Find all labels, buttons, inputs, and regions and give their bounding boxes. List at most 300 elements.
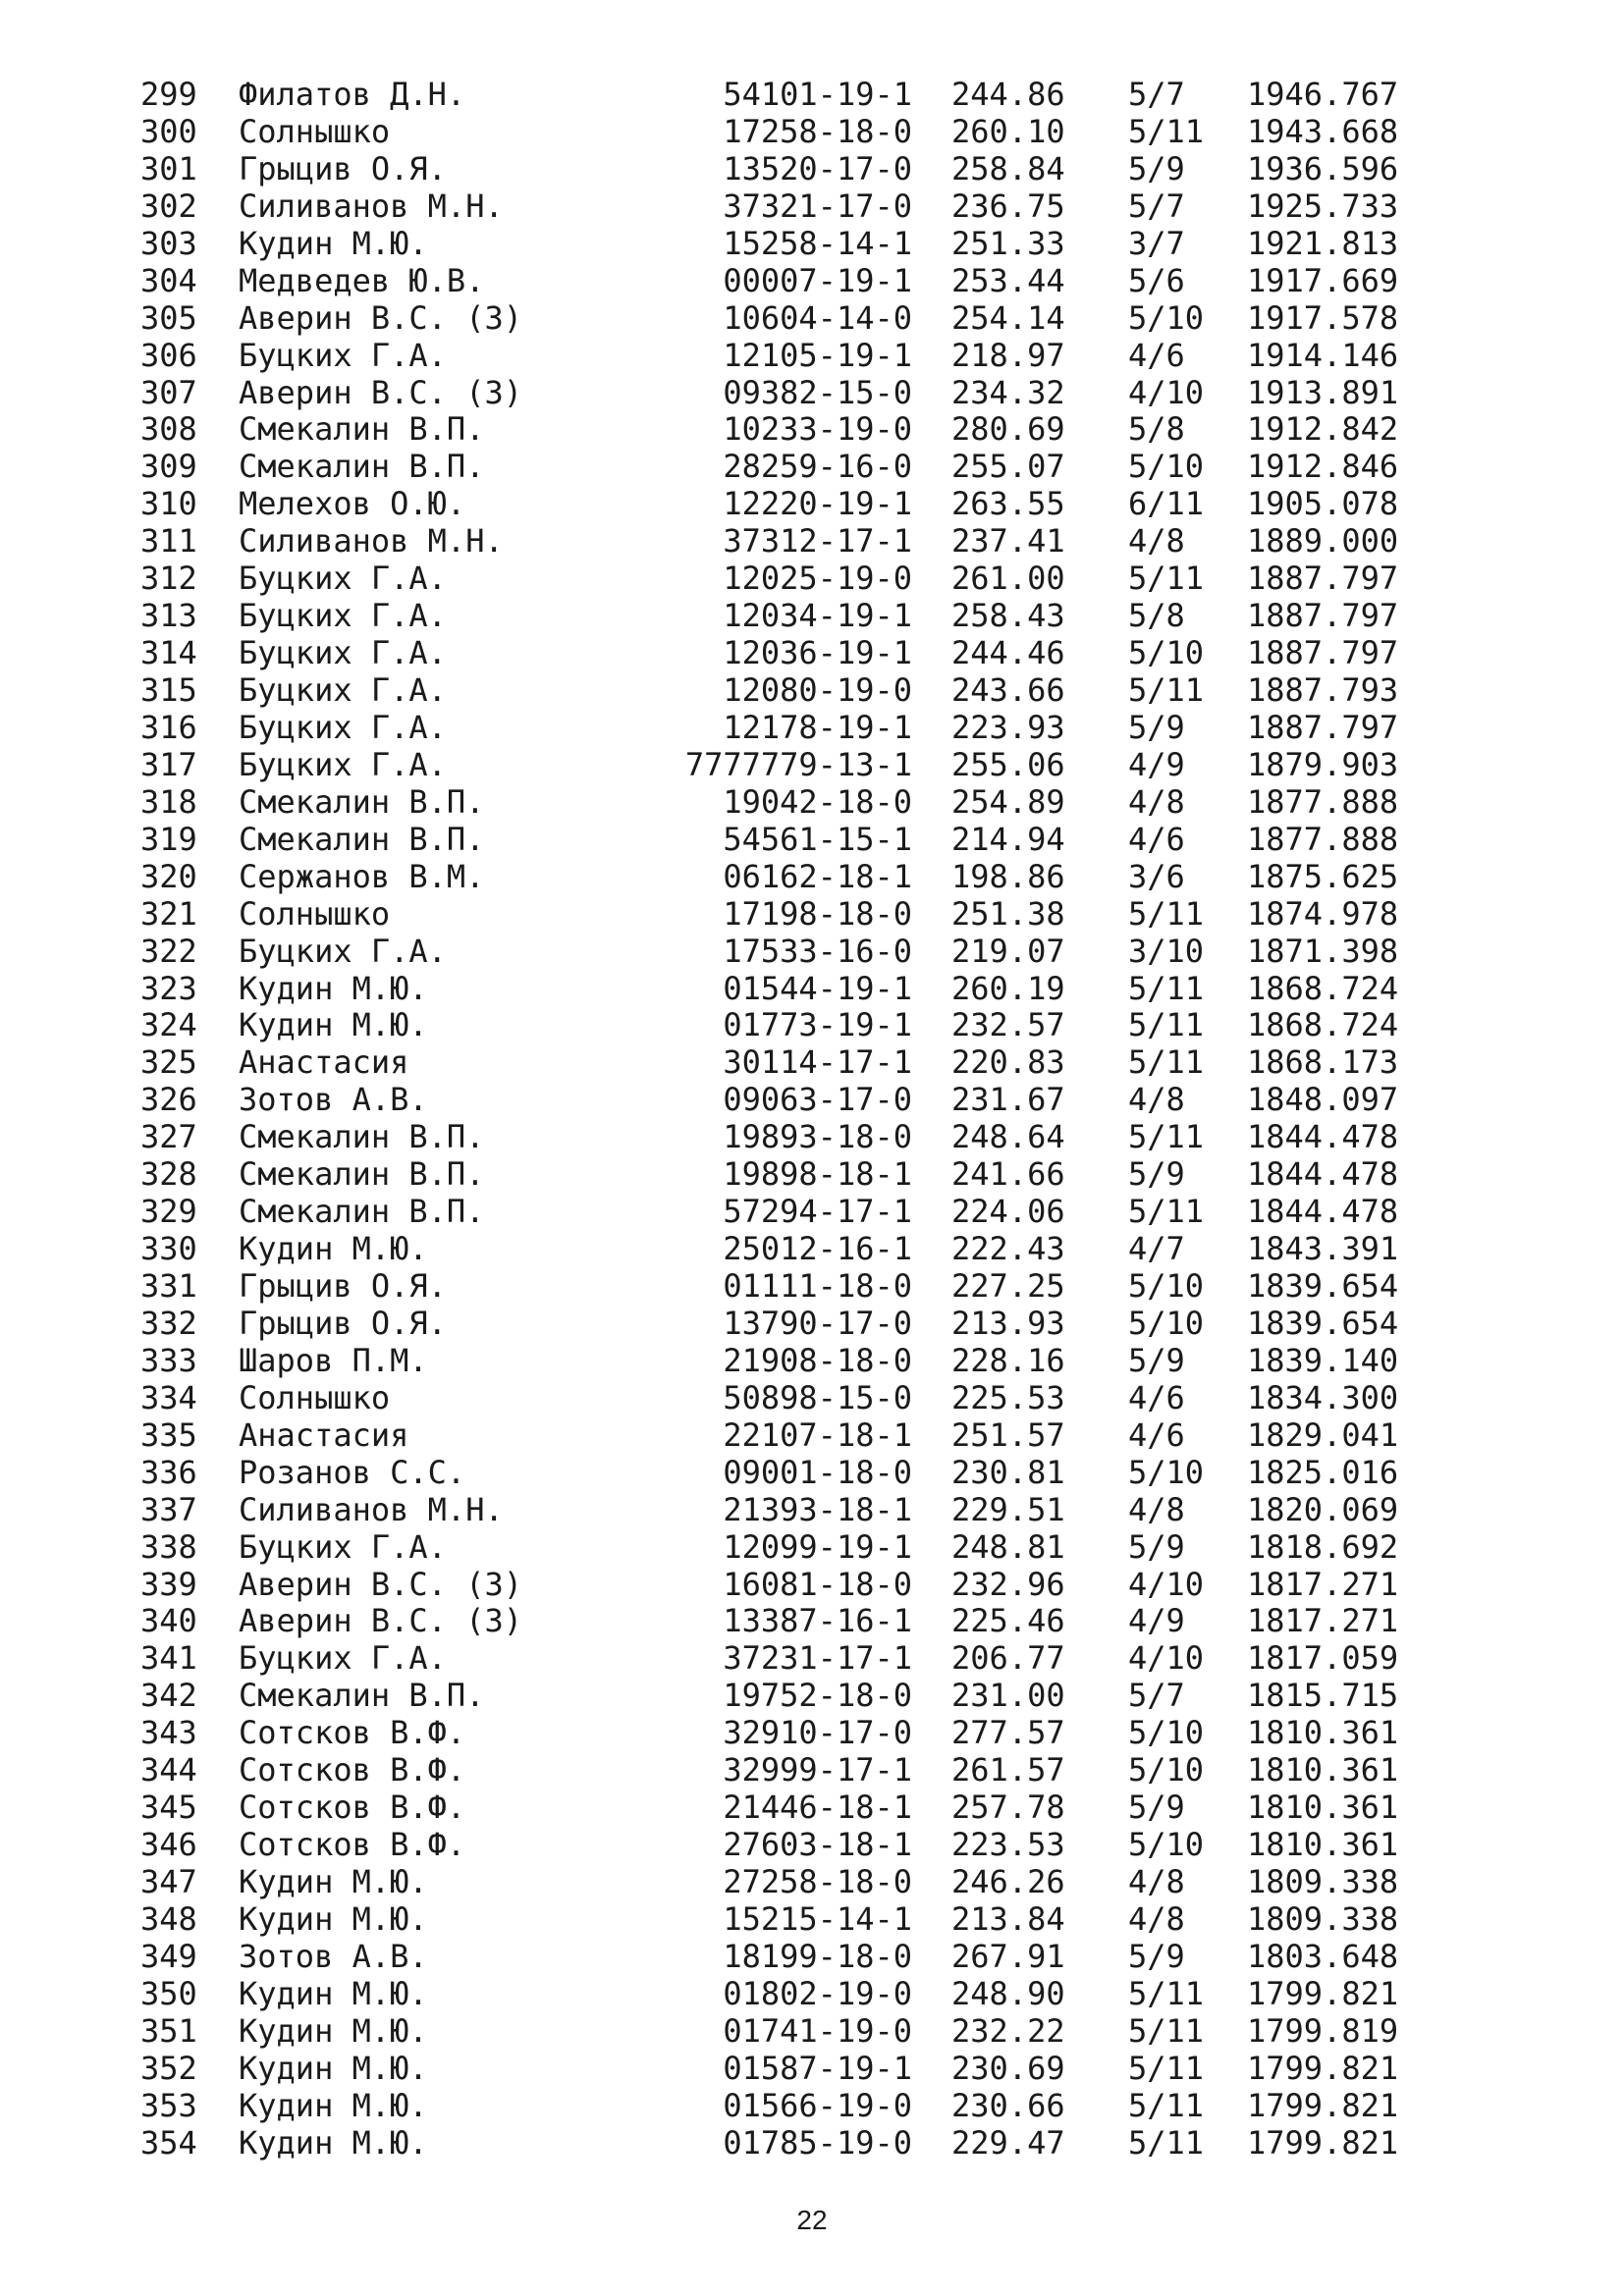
row-number: 330	[140, 1230, 197, 1268]
result-fraction: 5/11	[1128, 2123, 1205, 2162]
result-fraction: 5/11	[1128, 2011, 1205, 2050]
distance-value: 248.64	[951, 1118, 1065, 1156]
distance-value: 230.66	[951, 2086, 1065, 2124]
table-row	[0, 1939, 1624, 1976]
result-fraction: 4/8	[1128, 1490, 1185, 1528]
score-value: 1817.271	[1247, 1602, 1399, 1640]
owner-name: Смекалин В.П.	[239, 448, 485, 486]
score-value: 1943.668	[1247, 112, 1399, 150]
table-row	[0, 1082, 1624, 1119]
distance-value: 234.32	[951, 373, 1065, 411]
distance-value: 261.57	[951, 1751, 1065, 1789]
table-row	[0, 486, 1624, 523]
score-value: 1834.300	[1247, 1378, 1399, 1416]
ring-code: 09382-15-0	[723, 373, 912, 411]
row-number: 331	[140, 1267, 197, 1305]
result-fraction: 4/6	[1128, 820, 1185, 858]
table-row	[0, 1789, 1624, 1827]
distance-value: 198.86	[951, 857, 1065, 895]
distance-value: 214.94	[951, 820, 1065, 858]
result-fraction: 4/6	[1128, 336, 1185, 374]
row-number: 317	[140, 745, 197, 783]
table-row	[0, 2088, 1624, 2125]
result-fraction: 5/10	[1128, 1714, 1205, 1752]
row-number: 303	[140, 224, 197, 262]
score-value: 1817.271	[1247, 1565, 1399, 1603]
ring-code: 10233-19-0	[723, 410, 912, 449]
owner-name: Кудин М.Ю.	[239, 224, 428, 262]
table-row	[0, 1901, 1624, 1939]
table-row	[0, 1492, 1624, 1529]
score-value: 1839.654	[1247, 1304, 1399, 1342]
owner-name: Смекалин В.П.	[239, 410, 485, 449]
result-fraction: 5/11	[1128, 969, 1205, 1007]
result-fraction: 5/6	[1128, 261, 1185, 299]
table-row	[0, 896, 1624, 934]
distance-value: 246.26	[951, 1863, 1065, 1900]
ring-code: 01785-19-0	[723, 2123, 912, 2162]
owner-name: Кудин М.Ю.	[239, 2011, 428, 2050]
owner-name: Буцких Г.А.	[239, 560, 447, 598]
table-row	[0, 822, 1624, 859]
result-fraction: 4/8	[1128, 1899, 1185, 1938]
score-value: 1815.715	[1247, 1677, 1399, 1715]
owner-name: Анастасия	[239, 1043, 409, 1082]
result-fraction: 4/8	[1128, 1081, 1185, 1119]
distance-value: 255.07	[951, 448, 1065, 486]
ring-code: 01111-18-0	[723, 1267, 912, 1305]
score-value: 1887.793	[1247, 671, 1399, 709]
result-fraction: 5/11	[1128, 560, 1205, 598]
table-row	[0, 747, 1624, 784]
row-number: 343	[140, 1714, 197, 1752]
result-fraction: 5/11	[1128, 671, 1205, 709]
row-number: 299	[140, 76, 197, 113]
ring-code: 54101-19-1	[723, 76, 912, 113]
table-row	[0, 1678, 1624, 1715]
result-fraction: 5/11	[1128, 1006, 1205, 1044]
distance-value: 225.46	[951, 1602, 1065, 1640]
result-fraction: 4/6	[1128, 1415, 1185, 1454]
distance-value: 255.06	[951, 745, 1065, 783]
table-row	[0, 1529, 1624, 1567]
owner-name: Кудин М.Ю.	[239, 969, 428, 1007]
row-number: 338	[140, 1527, 197, 1566]
distance-value: 241.66	[951, 1155, 1065, 1194]
distance-value: 248.90	[951, 1974, 1065, 2012]
table-row	[0, 1268, 1624, 1306]
owner-name: Грыцив О.Я.	[239, 1267, 447, 1305]
distance-value: 213.93	[951, 1304, 1065, 1342]
owner-name: Силиванов М.Н.	[239, 187, 504, 225]
distance-value: 230.81	[951, 1453, 1065, 1491]
row-number: 310	[140, 485, 197, 523]
result-fraction: 4/9	[1128, 1602, 1185, 1640]
row-number: 328	[140, 1155, 197, 1194]
distance-value: 260.10	[951, 112, 1065, 150]
table-row	[0, 1119, 1624, 1156]
table-row	[0, 1417, 1624, 1455]
row-number: 323	[140, 969, 197, 1007]
distance-value: 267.91	[951, 1937, 1065, 1975]
row-number: 333	[140, 1341, 197, 1379]
distance-value: 223.93	[951, 708, 1065, 746]
owner-name: Шаров П.М.	[239, 1341, 428, 1379]
ring-code: 12220-19-1	[723, 485, 912, 523]
score-value: 1874.978	[1247, 894, 1399, 933]
score-value: 1912.846	[1247, 448, 1399, 486]
owner-name: Солнышко	[239, 112, 391, 150]
ring-code: 13387-16-1	[723, 1602, 912, 1640]
result-fraction: 4/9	[1128, 745, 1185, 783]
distance-value: 251.57	[951, 1415, 1065, 1454]
score-value: 1810.361	[1247, 1826, 1399, 1864]
result-fraction: 3/6	[1128, 857, 1185, 895]
row-number: 332	[140, 1304, 197, 1342]
ring-code: 21393-18-1	[723, 1490, 912, 1528]
row-number: 305	[140, 298, 197, 337]
ring-code: 50898-15-0	[723, 1378, 912, 1416]
row-number: 322	[140, 932, 197, 970]
ring-code: 12178-19-1	[723, 708, 912, 746]
ring-code: 19893-18-0	[723, 1118, 912, 1156]
owner-name: Буцких Г.А.	[239, 1639, 447, 1678]
distance-value: 251.38	[951, 894, 1065, 933]
score-value: 1829.041	[1247, 1415, 1399, 1454]
row-number: 347	[140, 1863, 197, 1900]
table-row	[0, 523, 1624, 561]
row-number: 309	[140, 448, 197, 486]
score-value: 1868.724	[1247, 969, 1399, 1007]
score-value: 1799.819	[1247, 2011, 1399, 2050]
distance-value: 244.46	[951, 634, 1065, 672]
owner-name: Сотсков В.Ф.	[239, 1714, 466, 1752]
row-number: 318	[140, 782, 197, 821]
result-fraction: 4/8	[1128, 522, 1185, 561]
result-fraction: 6/11	[1128, 485, 1205, 523]
ring-code: 12034-19-1	[723, 597, 912, 635]
score-value: 1905.078	[1247, 485, 1399, 523]
owner-name: Медведев Ю.В.	[239, 261, 485, 299]
distance-value: 206.77	[951, 1639, 1065, 1678]
owner-name: Зотов А.В.	[239, 1937, 428, 1975]
distance-value: 254.14	[951, 298, 1065, 337]
distance-value: 251.33	[951, 224, 1065, 262]
score-value: 1818.692	[1247, 1527, 1399, 1566]
distance-value: 227.25	[951, 1267, 1065, 1305]
row-number: 313	[140, 597, 197, 635]
row-number: 301	[140, 149, 197, 187]
row-number: 300	[140, 112, 197, 150]
result-fraction: 5/10	[1128, 1826, 1205, 1864]
result-fraction: 5/9	[1128, 1155, 1185, 1194]
row-number: 314	[140, 634, 197, 672]
ring-code: 30114-17-1	[723, 1043, 912, 1082]
distance-value: 219.07	[951, 932, 1065, 970]
table-row	[0, 971, 1624, 1008]
owner-name: Кудин М.Ю.	[239, 1974, 428, 2012]
result-fraction: 5/11	[1128, 1193, 1205, 1231]
row-number: 325	[140, 1043, 197, 1082]
ring-code: 12105-19-1	[723, 336, 912, 374]
ring-code: 27258-18-0	[723, 1863, 912, 1900]
score-value: 1799.821	[1247, 2086, 1399, 2124]
page-number: 22	[796, 2205, 828, 2235]
distance-value: 224.06	[951, 1193, 1065, 1231]
ring-code: 21446-18-1	[723, 1789, 912, 1827]
score-value: 1877.888	[1247, 782, 1399, 821]
table-row	[0, 375, 1624, 412]
row-number: 341	[140, 1639, 197, 1678]
result-fraction: 5/10	[1128, 1267, 1205, 1305]
score-value: 1887.797	[1247, 597, 1399, 635]
row-number: 307	[140, 373, 197, 411]
result-fraction: 5/9	[1128, 1789, 1185, 1827]
ring-code: 17198-18-0	[723, 894, 912, 933]
distance-value: 258.84	[951, 149, 1065, 187]
score-value: 1809.338	[1247, 1899, 1399, 1938]
table-row	[0, 1715, 1624, 1752]
owner-name: Кудин М.Ю.	[239, 2086, 428, 2124]
owner-name: Буцких Г.А.	[239, 336, 447, 374]
table-row	[0, 561, 1624, 598]
score-value: 1825.016	[1247, 1453, 1399, 1491]
score-value: 1875.625	[1247, 857, 1399, 895]
table-row	[0, 934, 1624, 971]
ring-code: 7777779-13-1	[684, 745, 912, 783]
owner-name: Розанов С.С.	[239, 1453, 466, 1491]
ring-code: 25012-16-1	[723, 1230, 912, 1268]
distance-value: 220.83	[951, 1043, 1065, 1082]
ring-code: 17258-18-0	[723, 112, 912, 150]
table-row	[0, 411, 1624, 449]
row-number: 344	[140, 1751, 197, 1789]
row-number: 346	[140, 1826, 197, 1864]
distance-value: 263.55	[951, 485, 1065, 523]
owner-name: Солнышко	[239, 894, 391, 933]
owner-name: Силиванов М.Н.	[239, 1490, 504, 1528]
distance-value: 232.22	[951, 2011, 1065, 2050]
ring-code: 15215-14-1	[723, 1899, 912, 1938]
table-row	[0, 1603, 1624, 1640]
score-value: 1946.767	[1247, 76, 1399, 113]
ring-code: 57294-17-1	[723, 1193, 912, 1231]
owner-name: Грыцив О.Я.	[239, 149, 447, 187]
row-number: 327	[140, 1118, 197, 1156]
result-fraction: 5/10	[1128, 1304, 1205, 1342]
result-fraction: 5/9	[1128, 149, 1185, 187]
owner-name: Грыцив О.Я.	[239, 1304, 447, 1342]
result-fraction: 5/10	[1128, 634, 1205, 672]
ring-code: 01587-19-1	[723, 2049, 912, 2087]
distance-value: 223.53	[951, 1826, 1065, 1864]
ring-code: 37231-17-1	[723, 1639, 912, 1678]
owner-name: Мелехов О.Ю.	[239, 485, 466, 523]
score-value: 1803.648	[1247, 1937, 1399, 1975]
table-row	[0, 1827, 1624, 1864]
row-number: 311	[140, 522, 197, 561]
row-number: 329	[140, 1193, 197, 1231]
result-fraction: 5/7	[1128, 76, 1185, 113]
table-row	[0, 449, 1624, 486]
row-number: 321	[140, 894, 197, 933]
result-fraction: 4/8	[1128, 782, 1185, 821]
distance-value: 231.00	[951, 1677, 1065, 1715]
table-row	[0, 1343, 1624, 1380]
result-fraction: 3/10	[1128, 932, 1205, 970]
ring-code: 37321-17-0	[723, 187, 912, 225]
score-value: 1848.097	[1247, 1081, 1399, 1119]
result-fraction: 4/10	[1128, 1639, 1205, 1678]
ring-code: 01741-19-0	[723, 2011, 912, 2050]
table-row	[0, 1455, 1624, 1492]
ring-code: 01566-19-0	[723, 2086, 912, 2124]
result-fraction: 5/11	[1128, 2086, 1205, 2124]
row-number: 351	[140, 2011, 197, 2050]
distance-value: 237.41	[951, 522, 1065, 561]
row-number: 340	[140, 1602, 197, 1640]
owner-name: Кудин М.Ю.	[239, 1006, 428, 1044]
distance-value: 248.81	[951, 1527, 1065, 1566]
owner-name: Сотсков В.Ф.	[239, 1751, 466, 1789]
ring-code: 10604-14-0	[723, 298, 912, 337]
ring-code: 19042-18-0	[723, 782, 912, 821]
score-value: 1799.821	[1247, 1974, 1399, 2012]
distance-value: 280.69	[951, 410, 1065, 449]
owner-name: Смекалин В.П.	[239, 1193, 485, 1231]
distance-value: 260.19	[951, 969, 1065, 1007]
owner-name: Кудин М.Ю.	[239, 2049, 428, 2087]
distance-value: 261.00	[951, 560, 1065, 598]
distance-value: 254.89	[951, 782, 1065, 821]
table-row	[0, 1380, 1624, 1417]
score-value: 1879.903	[1247, 745, 1399, 783]
distance-value: 229.51	[951, 1490, 1065, 1528]
row-number: 350	[140, 1974, 197, 2012]
score-value: 1868.724	[1247, 1006, 1399, 1044]
score-value: 1887.797	[1247, 634, 1399, 672]
distance-value: 277.57	[951, 1714, 1065, 1752]
score-value: 1887.797	[1247, 560, 1399, 598]
score-value: 1817.059	[1247, 1639, 1399, 1678]
owner-name: Аверин В.С. (З)	[239, 1565, 522, 1603]
ring-code: 17533-16-0	[723, 932, 912, 970]
table-row	[0, 1156, 1624, 1194]
score-value: 1868.173	[1247, 1043, 1399, 1082]
ring-code: 00007-19-1	[723, 261, 912, 299]
score-value: 1820.069	[1247, 1490, 1399, 1528]
score-value: 1810.361	[1247, 1789, 1399, 1827]
score-value: 1871.398	[1247, 932, 1399, 970]
ring-code: 27603-18-1	[723, 1826, 912, 1864]
table-row	[0, 2125, 1624, 2163]
owner-name: Анастасия	[239, 1415, 409, 1454]
owner-name: Смекалин В.П.	[239, 1155, 485, 1194]
score-value: 1844.478	[1247, 1193, 1399, 1231]
table-row	[0, 784, 1624, 822]
table-row	[0, 710, 1624, 747]
table-row	[0, 1752, 1624, 1789]
owner-name: Буцких Г.А.	[239, 708, 447, 746]
row-number: 306	[140, 336, 197, 374]
score-value: 1912.842	[1247, 410, 1399, 449]
score-value: 1889.000	[1247, 522, 1399, 561]
ring-code: 21908-18-0	[723, 1341, 912, 1379]
owner-name: Солнышко	[239, 1378, 391, 1416]
row-number: 353	[140, 2086, 197, 2124]
result-fraction: 5/10	[1128, 1751, 1205, 1789]
result-fraction: 5/8	[1128, 410, 1185, 449]
ring-code: 15258-14-1	[723, 224, 912, 262]
table-row	[0, 263, 1624, 300]
ring-code: 32910-17-0	[723, 1714, 912, 1752]
table-row	[0, 114, 1624, 151]
score-value: 1810.361	[1247, 1751, 1399, 1789]
table-row	[0, 1976, 1624, 2013]
owner-name: Кудин М.Ю.	[239, 1230, 428, 1268]
score-value: 1839.654	[1247, 1267, 1399, 1305]
table-row	[0, 1007, 1624, 1044]
row-number: 335	[140, 1415, 197, 1454]
table-row	[0, 77, 1624, 114]
table-row	[0, 2013, 1624, 2051]
distance-value: 232.96	[951, 1565, 1065, 1603]
owner-name: Кудин М.Ю.	[239, 2123, 428, 2162]
row-number: 339	[140, 1565, 197, 1603]
result-fraction: 5/11	[1128, 2049, 1205, 2087]
ring-code: 06162-18-1	[723, 857, 912, 895]
ring-code: 19752-18-0	[723, 1677, 912, 1715]
distance-value: 257.78	[951, 1789, 1065, 1827]
table-row	[0, 151, 1624, 188]
row-number: 302	[140, 187, 197, 225]
score-value: 1810.361	[1247, 1714, 1399, 1752]
score-value: 1936.596	[1247, 149, 1399, 187]
distance-value: 213.84	[951, 1899, 1065, 1938]
row-number: 324	[140, 1006, 197, 1044]
ring-code: 12099-19-1	[723, 1527, 912, 1566]
owner-name: Смекалин В.П.	[239, 1118, 485, 1156]
owner-name: Силиванов М.Н.	[239, 522, 504, 561]
row-number: 349	[140, 1937, 197, 1975]
result-fraction: 5/11	[1128, 894, 1205, 933]
table-row	[0, 672, 1624, 710]
score-value: 1913.891	[1247, 373, 1399, 411]
table-row	[0, 1231, 1624, 1268]
score-value: 1799.821	[1247, 2049, 1399, 2087]
table-row	[0, 338, 1624, 375]
ring-code: 01544-19-1	[723, 969, 912, 1007]
table-row	[0, 1567, 1624, 1604]
owner-name: Смекалин В.П.	[239, 820, 485, 858]
score-value: 1887.797	[1247, 708, 1399, 746]
owner-name: Зотов А.В.	[239, 1081, 428, 1119]
result-fraction: 5/9	[1128, 1341, 1185, 1379]
result-fraction: 5/9	[1128, 1937, 1185, 1975]
owner-name: Буцких Г.А.	[239, 932, 447, 970]
owner-name: Буцких Г.А.	[239, 597, 447, 635]
row-number: 315	[140, 671, 197, 709]
row-number: 316	[140, 708, 197, 746]
row-number: 334	[140, 1378, 197, 1416]
table-row	[0, 300, 1624, 338]
ring-code: 09001-18-0	[723, 1453, 912, 1491]
ring-code: 01773-19-1	[723, 1006, 912, 1044]
table-row	[0, 1194, 1624, 1231]
owner-name: Смекалин В.П.	[239, 782, 485, 821]
distance-value: 229.47	[951, 2123, 1065, 2162]
ring-code: 09063-17-0	[723, 1081, 912, 1119]
